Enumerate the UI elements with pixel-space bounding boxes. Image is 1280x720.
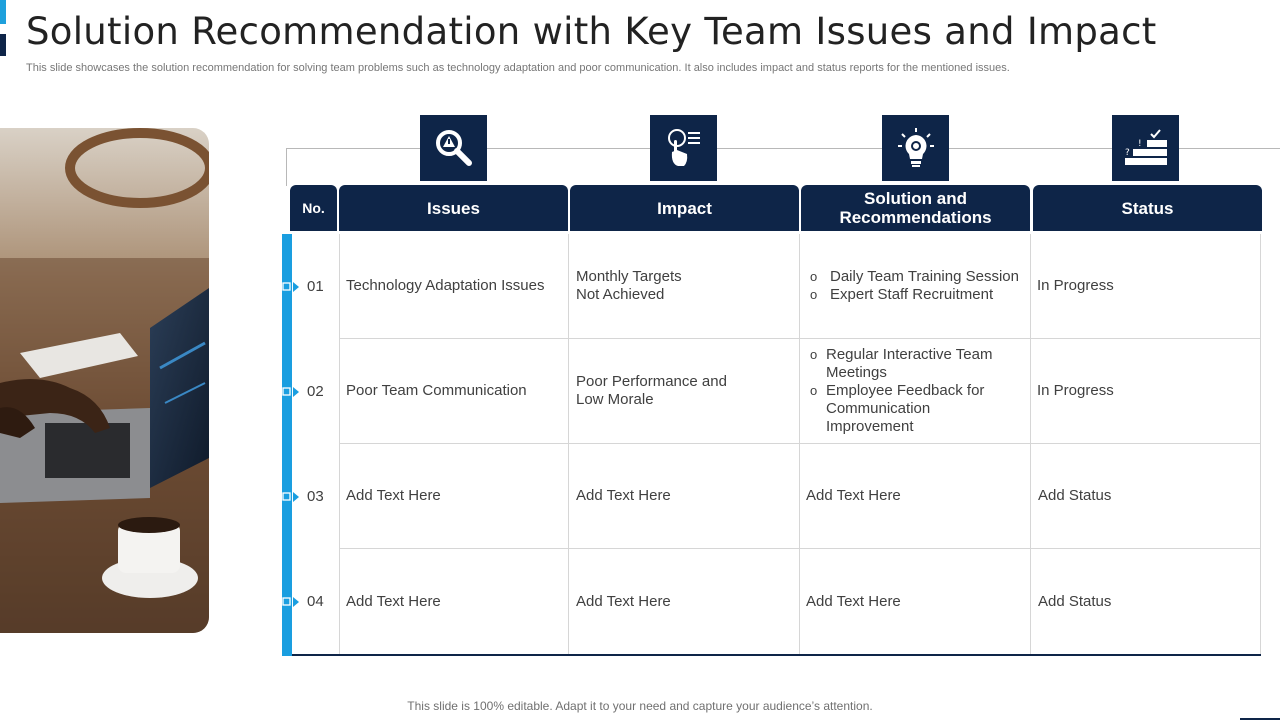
status-cell: In Progress [1031, 234, 1261, 339]
impact-line: Low Morale [576, 391, 654, 408]
slide-subtitle: This slide showcases the solution recommendation for solving team problems such as technology adaptation and poor communication. It also includes impact and status reports for the mentioned issues. [26, 62, 1010, 74]
status-steps-icon [1123, 126, 1169, 170]
solution-item: o Daily Team Training Session [806, 268, 1019, 286]
solution-item: o Employee Feedback for Communication Improvement [806, 382, 1020, 436]
header-left-rule [286, 148, 287, 186]
impact-cell [569, 234, 800, 339]
row-number: 01 [307, 278, 324, 295]
issue-cell: Poor Team Communication [339, 339, 569, 444]
solution-cell [800, 234, 1031, 339]
row-number: 02 [307, 383, 324, 400]
row-number: 04 [307, 593, 324, 610]
issue-cell: Technology Adaptation Issues [339, 234, 569, 339]
table-row [282, 234, 1261, 339]
impact-cell: Add Text Here [569, 444, 800, 549]
issue-cell: Add Text Here [339, 444, 569, 549]
impact-line: Poor Performance and [576, 373, 727, 390]
solution-item: o Regular Interactive Team Meetings [806, 346, 1020, 382]
status-cell: Add Status [1031, 549, 1261, 654]
solution-cell [800, 339, 1031, 444]
row-marker-icon [282, 386, 300, 398]
impact-line: Not Achieved [576, 286, 665, 303]
impact-icon-box [650, 115, 717, 181]
status-icon-box [1112, 115, 1179, 181]
header-issues: Issues [339, 185, 568, 231]
issues-icon-box [420, 115, 487, 181]
title-accent-light [0, 0, 6, 24]
touch-chart-icon [662, 126, 706, 170]
row-marker-icon [282, 281, 300, 293]
search-magnify-icon [432, 126, 476, 170]
header-status: Status [1033, 185, 1262, 231]
header-solution: Solution and Recommendations [801, 185, 1030, 231]
table-row [282, 444, 1261, 549]
lightbulb-icon [894, 126, 938, 170]
status-cell: In Progress [1031, 339, 1261, 444]
solution-item: o Expert Staff Recruitment [806, 286, 1019, 304]
solution-icon-box [882, 115, 949, 181]
solution-cell: Add Text Here [800, 444, 1031, 549]
table-row [282, 339, 1261, 444]
impact-cell: Add Text Here [569, 549, 800, 654]
slide-footer: This slide is 100% editable. Adapt it to your need and capture your audience’s attention. [407, 699, 873, 713]
row-marker-icon [282, 491, 300, 503]
table-row [282, 549, 1261, 654]
row-marker-icon [282, 596, 300, 608]
slide-title: Solution Recommendation with Key Team Issues and Impact [26, 10, 1157, 53]
issue-cell: Add Text Here [339, 549, 569, 654]
svg-text:?: ? [1124, 148, 1130, 158]
impact-cell [569, 339, 800, 444]
solution-cell: Add Text Here [800, 549, 1031, 654]
laptop-photo [0, 128, 209, 633]
header-no: No. [290, 185, 337, 231]
title-accent-dark [0, 34, 6, 56]
row-number: 03 [307, 488, 324, 505]
header-impact: Impact [570, 185, 799, 231]
status-cell: Add Status [1031, 444, 1261, 549]
svg-text:!: ! [1137, 139, 1142, 149]
impact-line: Monthly Targets [576, 268, 682, 285]
